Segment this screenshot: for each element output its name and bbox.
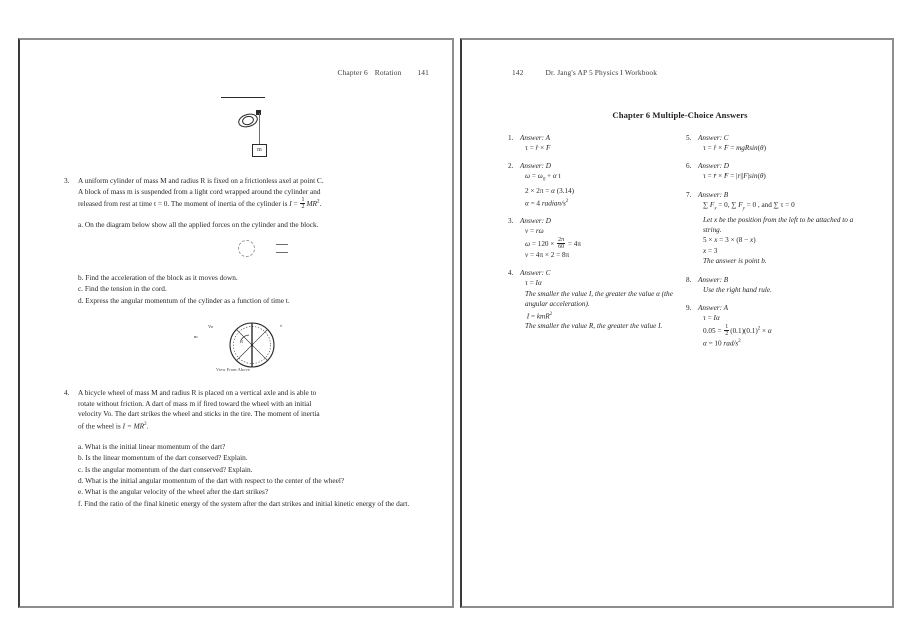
running-head-page-number-right: 142	[512, 68, 524, 77]
wheel-label-initial-velocity: Vo	[208, 324, 214, 329]
answer-5-number: 5.	[686, 134, 692, 142]
hanging-block: m	[252, 144, 267, 157]
answer-3-lines	[508, 226, 674, 260]
question-4-line-1: A bicycle wheel of mass M and radius R is placed on a vertical axle and is able to	[78, 388, 317, 397]
answer-9	[686, 303, 856, 348]
answer-2-line-3: α = 4 radian/$s^2$	[525, 198, 569, 208]
answer-2-number: 2.	[508, 162, 514, 171]
answer-9-number: 9.	[686, 304, 692, 313]
answer-4	[508, 268, 674, 331]
fraction-numerator: 1	[301, 197, 305, 204]
question-3-part-d: d. Express the angular momentum of the cylinder as a function of time t.	[78, 295, 290, 305]
question-3-parts-bcd	[64, 272, 422, 306]
fraction-denominator: 2	[301, 204, 305, 211]
dashed-circle-icon	[238, 240, 255, 257]
right-page	[460, 38, 894, 608]
answer-2-label: Answer: D	[520, 162, 551, 171]
answer-6-lines	[686, 171, 856, 181]
horizontal-rule	[221, 97, 265, 98]
answer-3-number: 3.	[508, 217, 514, 226]
answer-1	[508, 133, 674, 153]
answer-6	[686, 161, 856, 181]
wheel-label-radius: R	[240, 339, 244, 344]
answer-4-label: Answer: C	[520, 269, 551, 278]
question-4-inertia-symbol: I	[122, 421, 126, 431]
answer-7-line-4: x = 3	[703, 246, 718, 255]
answer-4-lines	[508, 278, 674, 331]
answer-6-line-1: τ = r → × F → = |r||F|sin(θ)	[703, 171, 856, 181]
answer-3-line-2: ω = 120 × $\frac{2\pi}{60}$ = 4π	[525, 236, 581, 250]
question-3-text	[78, 176, 422, 210]
left-page	[18, 38, 454, 608]
question-3-line-3	[78, 197, 422, 210]
question-3-exponent: 2	[317, 199, 320, 205]
question-4-part-f: f. Find the ratio of the final kinetic energy of the system after the dart strikes and initial kinetic energy of the dart.	[78, 498, 410, 508]
answer-3	[508, 216, 674, 260]
answer-7-lines	[686, 200, 856, 267]
answer-5	[686, 133, 856, 153]
running-head-section: Rotation	[374, 68, 402, 77]
answer-6-number: 6.	[686, 162, 692, 171]
answer-4-line-3: I = kmR$^2$	[526, 311, 553, 320]
question-4-exponent: 2	[144, 421, 147, 427]
left-page-body	[64, 90, 422, 509]
question-4-text	[78, 388, 422, 432]
running-head-left-page	[338, 68, 430, 77]
answer-1-label: Answer: A	[520, 134, 551, 142]
running-head-right-page	[512, 68, 657, 77]
answer-3-line-3: v = 4π × 2 = 8π	[525, 250, 570, 259]
question-3-part-a: a. On the diagram below show all the applied forces on the cylinder and the block.	[78, 220, 319, 230]
answer-8-lines	[686, 285, 856, 295]
running-head-book-title: Dr. Jang's AP 5 Physics I Workbook	[545, 68, 658, 77]
answer-5-label: Answer: C	[698, 134, 729, 142]
answer-7-label: Answer: B	[698, 190, 729, 199]
question-3-part-c: c. Find the tension in the cord.	[78, 284, 167, 294]
wheel-label-velocity: v	[280, 323, 283, 328]
answer-8-label: Answer: B	[698, 275, 729, 284]
right-page-body	[504, 90, 856, 356]
cord-line	[259, 113, 260, 144]
question-4-part-a: a. What is the initial linear momentum of the dart?	[78, 441, 226, 451]
bicycle-wheel-top-view-diagram	[64, 320, 422, 382]
question-3-period: .	[319, 199, 322, 209]
question-4-part-d: d. What is the initial angular momentum of the dart with respect to the center of the wheel?	[78, 476, 345, 486]
answer-2-line-1: $\omega = \omega_0 + \alpha$ t	[525, 172, 561, 183]
answer-2-lines	[508, 171, 674, 208]
force-diagram-blank	[64, 237, 422, 263]
answers-columns	[504, 133, 856, 356]
answer-4-number: 4.	[508, 269, 514, 278]
wheel-svg	[224, 320, 283, 370]
running-head-chapter: Chapter 6	[337, 68, 368, 77]
answer-4-line-4: The smaller the value R, the greater the value I.	[525, 322, 663, 331]
answer-7	[686, 190, 856, 267]
wheel-caption: View From Above	[216, 367, 250, 372]
question-3-mr: MR	[306, 199, 318, 209]
answer-2-line-2: 2 × 2π = α (3.14)	[525, 187, 575, 196]
answer-8	[686, 275, 856, 295]
answer-8-number: 8.	[686, 275, 692, 284]
answer-6-label: Answer: D	[698, 162, 729, 171]
running-head-page-number: 141	[417, 68, 429, 77]
question-4	[64, 388, 422, 509]
question-4-part-e: e. What is the angular velocity of the wheel after the dart strikes?	[78, 487, 269, 497]
answer-1-number: 1.	[508, 134, 514, 142]
answer-3-line-1: v = rω	[525, 227, 544, 236]
answer-5-lines	[686, 143, 856, 153]
answers-left-column	[504, 133, 680, 356]
question-3-equals: =	[291, 199, 300, 209]
answer-9-line-2: 0.05 = $\frac{1}{2}$ $(0.1)(0.1)^2 \times \alpha$	[703, 323, 772, 337]
answer-7-line-2: Let x be the position from the left to be attached to a string.	[703, 215, 854, 235]
question-3-inertia-symbol: I	[289, 199, 292, 209]
question-4-line-4	[78, 420, 422, 432]
question-4-part-b: b. Is the linear momentum of the dart conserved? Explain.	[78, 453, 248, 463]
answer-4-line-2: The smaller the value I, the greater the value α (the angular acceleration).	[525, 289, 673, 309]
answer-4-line-1: τ = Iα	[525, 279, 542, 288]
answer-5-line-1: τ = r → × F → = mgRsin(θ)	[703, 143, 856, 153]
cylinder-with-hanging-block-diagram	[64, 108, 422, 170]
answer-9-line-1: τ = Iα	[703, 314, 720, 323]
answer-7-number: 7.	[686, 190, 692, 199]
answer-9-lines	[686, 313, 856, 348]
one-half-fraction	[300, 197, 305, 210]
question-3-line-2: A block of mass m is suspended from a light cord wrapped around the cylinder and	[78, 186, 321, 196]
question-3-line-3-pre: released from rest at time t = 0. The moment of inertia of the cylinder is	[78, 199, 290, 209]
block-outline-icon	[276, 244, 288, 253]
question-3-number: 3.	[64, 176, 70, 185]
question-4-line-2: rotate without friction. A dart of mass m if fired toward the wheel with an initial	[78, 398, 312, 408]
question-3-part-a-list	[64, 219, 422, 230]
answer-8-line-1: Use the right hand rule.	[703, 285, 772, 294]
answer-7-line-3: 5 × x = 3 × (8 − x)	[703, 236, 756, 245]
question-3-part-b: b. Find the acceleration of the block as it moves down.	[78, 272, 238, 282]
question-4-parts	[64, 441, 422, 509]
answer-9-line-3: α = 10 rad/$s^2$	[703, 338, 741, 347]
answer-7-line-5: The answer is point b.	[703, 257, 767, 266]
answer-1-line-1: τ = r → × F →	[525, 143, 674, 153]
question-4-line-4-pre: of the wheel is	[78, 421, 123, 431]
answers-right-column	[680, 133, 856, 356]
answer-3-label: Answer: D	[520, 217, 551, 226]
answer-2	[508, 161, 674, 208]
question-4-period: .	[146, 421, 149, 431]
question-4-number: 4.	[64, 388, 70, 397]
answer-1-lines	[508, 143, 674, 153]
answers-title: Chapter 6 Multiple-Choice Answers	[612, 110, 748, 120]
question-4-equation: = MR	[125, 421, 145, 431]
question-4-part-c: c. Is the angular momentum of the dart conserved? Explain.	[78, 464, 253, 474]
question-4-line-3: velocity Vo. The dart strikes the wheel and sticks in the tire. The moment of inertia	[78, 409, 320, 419]
question-3-line-1: A uniform cylinder of mass M and radius R is fixed on a frictionless axel at point C.	[78, 176, 324, 185]
answer-9-label: Answer: A	[698, 304, 729, 313]
answer-7-line-1: ∑ $F_x = 0$, ∑ $F_y = 0$ , and ∑ τ = 0	[703, 200, 795, 212]
wheel-label-dart-mass: m	[194, 334, 198, 339]
question-3	[64, 176, 422, 231]
